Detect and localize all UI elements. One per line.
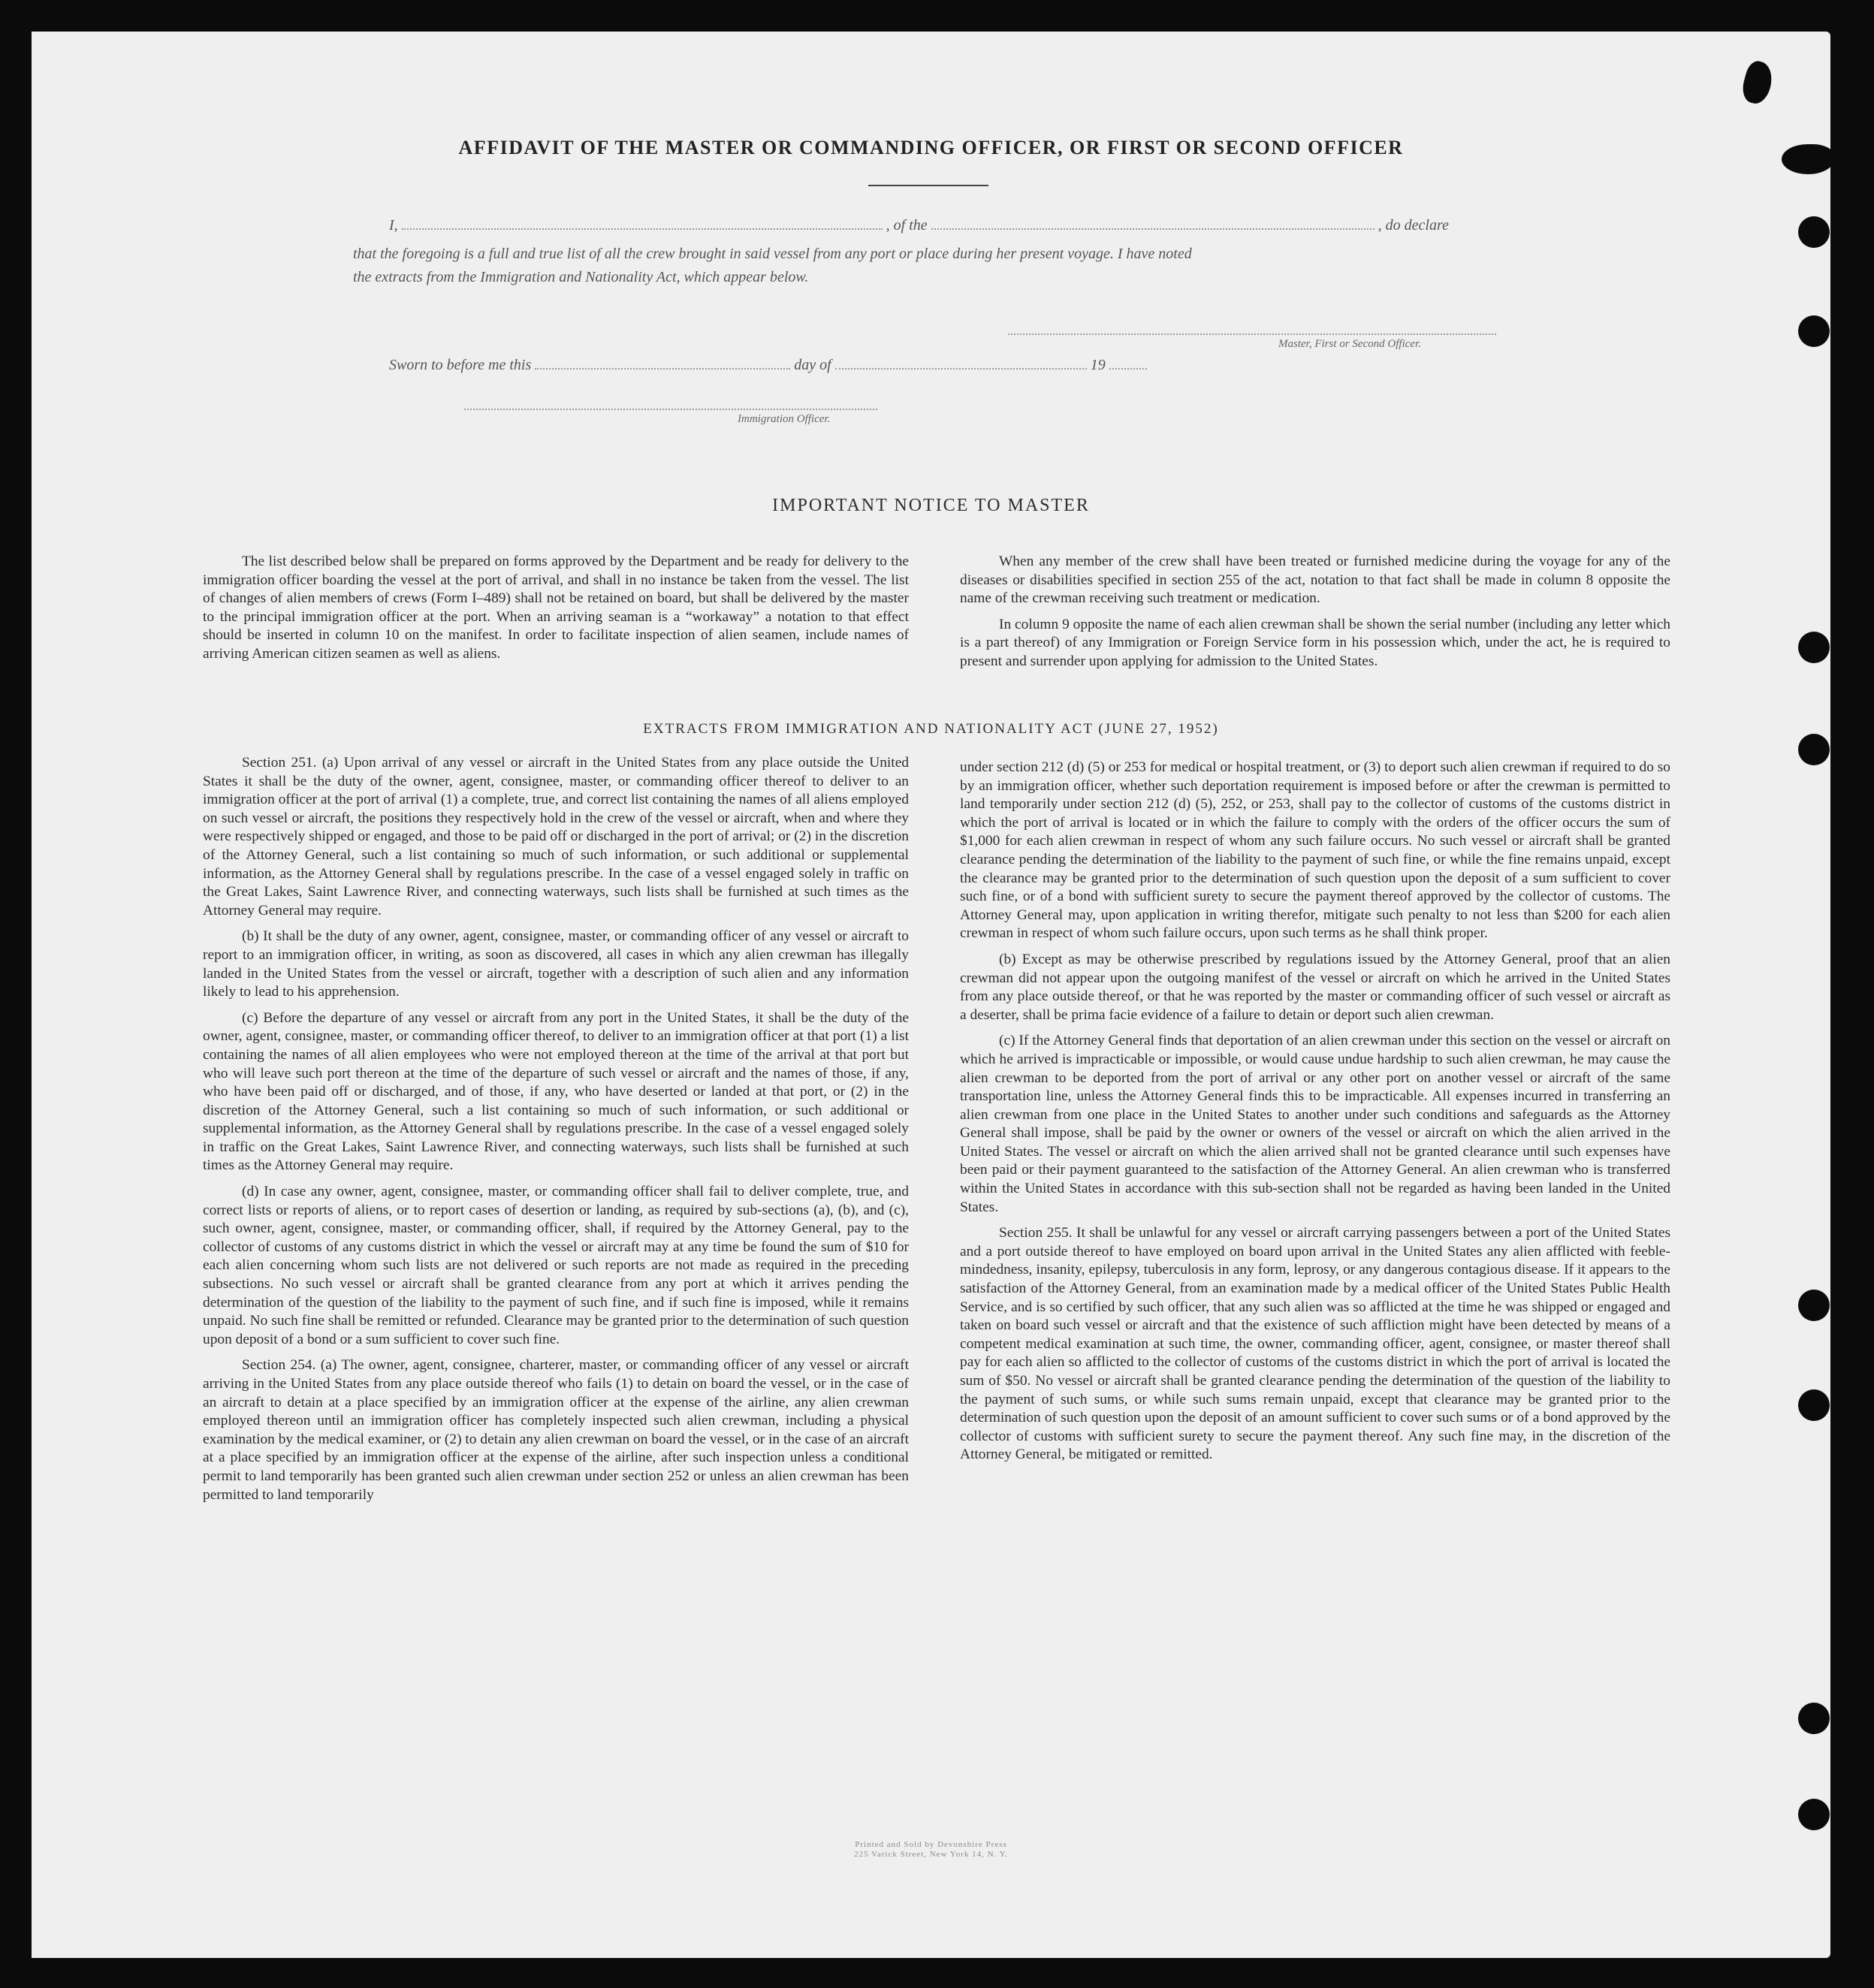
binder-hole [1798, 632, 1830, 663]
sworn-line [389, 356, 1147, 374]
section-254c: (c) If the Attorney General finds that deportation of an alien crewman under this section on the vessel or aircraft on which he arrived is impracticable or impossible, or would cause undue hardship to such alien crewman, he may cause the alien crewman to be deported from the port of arrival or any other port on another vessel or aircraft of the same transportation line, unless the Attorney General finds this to be impracticable. All expenses incurred in transferring an alien crewman from one place in the United States to another under such conditions and safeguards as the Attorney General shall impose, shall be paid by the owner or owners of the vessel or aircraft on which the alien arrived in the United States. The vessel or aircraft on which the alien arrived shall not be granted clearance until such expenses have been paid or their payment guaranteed to the satisfaction of the Attorney General. An alien crewman who is transferred within the United States in accordance with this sub-section shall not be regarded as having been landed in the United States. [960, 1033, 1670, 1215]
notice-right-column [960, 553, 1670, 679]
affidavit-i: I, [389, 217, 398, 234]
extracts-left-column [203, 754, 909, 1512]
notice-left-column [203, 553, 909, 671]
officer-signature-line[interactable] [464, 409, 877, 410]
year-label: 19 [1090, 357, 1106, 373]
title-rule [868, 185, 988, 186]
section-251b: (b) It shall be the duty of any owner, agent, consignee, master, or commanding officer of any vessel or aircraft to report to an immigration officer, in writing, as soon as discovered, all cases in which any alien crewman has illegally landed in the United States from the vessel or aircraft, together with a description of such alien and any information likely to lead to his apprehension. [203, 928, 909, 1000]
affidavit-text-line: that the foregoing is a full and true list of all the crew brought in said vessel from any port or place during her present voyage. I have noted [353, 246, 1192, 262]
section-254b: (b) Except as may be otherwise prescribed by regulations issued by the Attorney General, proof that an alien crewman did not appear upon the outgoing manifest of the vessel or aircraft on which he arrived in the United States from any place outside thereof, or that he was reported by the master or commanding officer of such vessel or aircraft as a deserter, shall be prima facie evidence of a failure to detain or deport such alien crewman. [960, 951, 1670, 1023]
affidavit-of-the: , of the [886, 217, 928, 234]
vessel-blank[interactable] [931, 216, 1375, 230]
affidavit-declaration-line [389, 216, 1449, 234]
section-251a: Section 251. (a) Upon arrival of any vessel or aircraft in the United States from any place outside the United States it shall be the duty of the owner, agent, consignee, master, or commanding officer thereof to deliver to an immigration officer at the port of arrival (1) a complete, true, and correct list containing the names of all aliens employed on such vessel or aircraft, the positions they respectively hold in the crew of the vessel or aircraft, when and where they were respectively shipped or engaged, and those to be paid off or discharged in the port of arrival; or (2) in the discretion of the Attorney General, such a list containing so much of such information, or such additional or supplemental information, as the Attorney General shall by regulations prescribe. In the case of a vessel engaged solely in traffic on the Great Lakes, Saint Lawrence River, and connecting waterways, such lists shall be furnished at such times as the Attorney General may require. [203, 755, 909, 919]
binder-hole [1798, 734, 1830, 765]
imprint-line: Printed and Sold by Devonshire Press [855, 1840, 1007, 1849]
master-signature-line[interactable] [1008, 333, 1496, 335]
notice-heading: IMPORTANT NOTICE TO MASTER [772, 496, 1090, 515]
section-251d: (d) In case any owner, agent, consignee, master, or commanding officer shall fail to deliver complete, true, and correct lists or reports of aliens, or to report cases of desertion or landing, as required by sub-sections (a), (b), and (c), such owner, agent, consignee, master, or commanding officer, shall, if required by the Attorney General, pay to the collector of customs of any customs district in which the vessel or aircraft may at any time be found the sum of $10 for each alien concerning whom such lists are not delivered or such reports are not made as required in the preceding subsections. No such vessel or aircraft shall be granted clearance from any port at which it arrives pending the determination of the question of the liability to the payment of such fine, and if such fine is imposed, while it remains unpaid. No such fine shall be remitted or refunded. Clearance may be granted prior to the determination of such question upon deposit of a bond or a sum sufficient to cover such fine. [203, 1184, 909, 1347]
affidavit-text-line: the extracts from the Immigration and Nationality Act, which appear below. [353, 269, 809, 285]
binder-hole [1798, 216, 1830, 248]
binder-hole [1798, 1290, 1830, 1321]
officer-signature-caption: Immigration Officer. [738, 413, 831, 425]
section-255: Section 255. It shall be unlawful for any vessel or aircraft carrying passengers between a port of the United States and a port outside thereof to have employed on board upon arrival in the United States any alien afflicted with feeble-mindedness, insanity, epilepsy, tuberculosis in any form, leprosy, or any dangerous contagious disease. If it appears to the satisfaction of the Attorney General, from an examination made by a medical officer of the United States Public Health Service, and is so certified by such officer, that any such alien was so afflicted at the time he was shipped or engaged and taken on board such vessel or aircraft and that the existence of such affliction might have been detected by means of a competent medical examination at such time, the owner, commanding officer, agent, consignee, or master thereof shall pay for each alien so afflicted to the collector of customs of the customs district in which the port of arrival is located the sum of $50. No vessel or aircraft shall be granted clearance pending the determination of the question of the liability to the payment of such sums, or while such sums remain unpaid, except that clearance may be granted prior to the determination of such question upon the deposit of an amount sufficient to cover such sums or of a bond approved by the collector of customs with sufficient surety to secure the payment thereof. Any such fine may, in the discretion of the Attorney General, be mitigated or remitted. [960, 1225, 1670, 1463]
sworn-label: Sworn to before me this [389, 357, 532, 373]
binder-hole [1798, 315, 1830, 347]
sworn-day-blank[interactable] [535, 356, 790, 370]
section-254a-continued: under section 212 (d) (5) or 253 for medical or hospital treatment, or (3) to deport such alien crewman if required to do so by an immigration officer, whether such deportation requirement is imposed before or after the crewman is permitted to land temporarily under section 212 (d) (5), 252, or 253, shall pay to the collector of customs of the customs district in which the port of arrival is located or in which the failure to comply with the orders of the officer occurs the sum of $1,000 for each alien crewman in respect of whom any such failure occurs. No such vessel or aircraft shall be granted clearance pending the determination of the liability to the payment of such fine, or while the fine remains unpaid, except the clearance may be granted prior to the determination of such question upon the deposit of a sum sufficient to cover such fine, or of a bond with sufficient surety to secure the payment thereof approved by the collector of customs. The Attorney General may, upon application in writing therefor, mitigate such penalty to not less than $200 for each alien crewman in respect of whom such failure occurs, upon such terms as he shall think proper. [960, 759, 1670, 942]
master-signature-caption: Master, First or Second Officer. [1278, 338, 1421, 350]
affidavit-declare: , do declare [1378, 217, 1449, 234]
notice-paragraph: In column 9 opposite the name of each alien crewman shall be shown the serial number (including any letter which is a part thereof) of any Immigration or Foreign Service form in his possession which, under the act, he is required to present and surrender upon applying for admission to the United States. [960, 616, 1670, 669]
sworn-year-blank[interactable] [1109, 356, 1147, 370]
imprint-line: 225 Varick Street, New York 14, N. Y. [854, 1850, 1008, 1859]
binder-hole [1798, 1703, 1830, 1734]
page-damage-mark [1739, 59, 1776, 106]
affidavit-title: AFFIDAVIT OF THE MASTER OR COMMANDING OFFICER, OR FIRST OR SECOND OFFICER [458, 137, 1404, 158]
name-blank[interactable] [402, 216, 883, 230]
section-254a: Section 254. (a) The owner, agent, consignee, charterer, master, or commanding officer of any vessel or aircraft arriving in the United States from any place outside thereof who fails (1) to detain on board the vessel, or in the case of an aircraft to detain at a place specified by an immigration officer at the expense of the airline, any alien crewman employed thereon until an immigration officer has completely inspected such alien crewman, including a physical examination by the medical examiner, or (2) to detain any alien crewman on board the vessel, or in the case of an aircraft at a place specified by an immigration officer at the expense of the airline, after such inspection unless a conditional permit to land temporarily has been granted such alien crewman under section 252 or unless an alien crewman has been permitted to land temporarily [203, 1357, 909, 1503]
printer-imprint [32, 1840, 1830, 1860]
section-251c: (c) Before the departure of any vessel or aircraft from any port in the United States, it shall be the duty of the owner, agent, consignee, master, or commanding officer thereof, to deliver to an immigration officer at that port (1) a list containing the names of all alien employees who were not employed thereon at the time of the arrival at that port but who will leave such port thereon at the time of the departure of such vessel or aircraft and the names of those, if any, who have been paid off or discharged, and of those, if any, who have deserted or landed at that port, or (2) in the discretion of the Attorney General, such a list containing so much of such information, or such additional or supplemental information, as the Attorney General shall by regulations prescribe. In the case of a vessel engaged solely in traffic on the Great Lakes, Saint Lawrence River, and connecting waterways, such lists shall be furnished at such times as the Attorney General may require. [203, 1009, 909, 1174]
day-of-label: day of [794, 357, 831, 373]
notice-paragraph: The list described below shall be prepared on forms approved by the Department and be ready for delivery to the immigration officer boarding the vessel at the port of arrival, and shall in no instance be taken from the vessel. The list of changes of alien members of crews (Form I–489) shall not be retained on board, but shall be delivered by the master to the principal immigration officer at the port. When an arriving seaman is a “workaway” a notation to that effect should be inserted in column 10 on the manifest. In order to facilitate inspection of alien seamen, include names of arriving American citizen seamen as well as aliens. [203, 554, 909, 662]
notice-paragraph: When any member of the crew shall have been treated or furnished medicine during the voyage for any of the diseases or disabilities specified in section 255 of the act, notation to that fact shall be made in column 8 opposite the name of the crewman receiving such treatment or medication. [960, 554, 1670, 607]
document-page [32, 32, 1830, 1958]
sworn-month-blank[interactable] [835, 356, 1087, 370]
extracts-heading: EXTRACTS FROM IMMIGRATION AND NATIONALITY ACT (JUNE 27, 1952) [643, 721, 1219, 737]
binder-hole [1798, 1799, 1830, 1830]
extracts-right-column [960, 759, 1670, 1472]
binder-hole [1798, 1389, 1830, 1421]
